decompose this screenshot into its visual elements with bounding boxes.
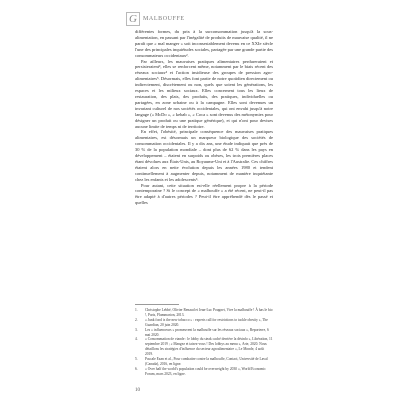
footnote-number: 1. [135,308,138,312]
paragraph: différentes formes, du prix à la surconsommation jusqu'à la sous-alimentation, en passant par l'inégalité de produits de mauvaise qualité, il ne paraît que « mal manger » soit inconsestablement devenu en ce XXIe siècle l'une des principales inquiétudes sociales, partagée par une grande partie des consommateurs occidentaux². [135,29,273,58]
footnote [135,318,273,328]
footnote [135,357,273,367]
footnote [135,367,273,377]
footnote [135,337,273,357]
footnote [135,328,273,338]
footnotes [135,308,273,377]
footnote-number: 5. [135,357,138,362]
publisher-logo: G [126,12,140,26]
body-text [135,29,273,206]
paragraph: En effet, l'obésité, principale conséquence des mauvaises pratiques alimentaires, est désormais un marqueur biologique des sociétés de consommation occidentales. Il y a dix ans, une étude indiquait que près de 30 % de la population mondiale – dont plus de 62 % dans les pays en développement – étaient en surpoids ou obèses, les trois premières places étant dévolues aux États-Unis, au Royaume-Uni et à l'Australie. Ces chiffres étaient alors en nette évolution depuis les années 1980 et tendent continuellement à augmenter depuis, notamment de manière inquiétante chez les enfants et les adolescents⁶. [135,129,273,182]
footnote-number: 2. [135,317,138,322]
footnote-text: Les « influenceurs » promeuvent la malbouffe sur les réseaux sociaux », Reporterre, 6 mai 2020. [145,327,269,337]
paragraph: Par ailleurs, les mauvaises pratiques alimentaires perdureraient et persisteraient³, elles se renforcent même, notamment par le biais récent des réseaux sociaux⁴ et l'action insidieuse des groupes de pression agro-alimentaires⁵. Désormais, elles font partie de notre quotidien directement ou indirectement, discrètement ou non, quels que soient les générations, les espaces et les milieux sociaux. Elles concernent tous les lieux de restauration, des plats, des produits, des pratiques, individuelles ou partagées, en zone urbaine ou à la campagne. Elles sont devenues un invariant culturel de nos sociétés occidentales, qui ont envahi jusqu'à notre langage (« McDo », « kebab », « Coca » sont devenus des métonymies pour désigner un produit ou une pratique générique), et qui n'ont pour devises aucune limite de temps ni de territoire. [135,58,273,129]
footnote [135,308,273,318]
footnote-number: 3. [135,327,138,332]
footnote-divider [135,304,179,305]
paragraph: Pour autant, cette situation est-elle réellement propre à la période contemporaine ? Si le concept de « malbouffe » a été récent, ne peut-il pas être adapté à d'autres périodes ? Peut-il être appréhendé dès le passé et quelles [135,182,273,206]
footnote-text: « Junk food is the new tobacco » : experts call for restrictions to tackle obesity », The Guardian, 20 juin 2020. [145,317,268,327]
page-header [126,12,185,26]
running-head: MALBOUFFE [142,16,185,22]
footnote-text: Christophe Lebbé, Olivier Renaud et Jean-Luc Pougnet, Vive la malbouffe ! À bas le bio !, Paris, Flammarion, 2013. [145,308,273,317]
footnote-number: 4. [135,337,138,342]
footnote-text: Pascale Ezan et al., Pour combattre contre la malbouffe, Contact, Université de Laval (Canada), 2016, en ligne. [145,357,268,366]
footnote-text: « Over half the world's population could be overweight by 2030 », World Economic Forum, mars 2023, en ligne. [145,366,266,376]
footnote-text: « Consommation de viande : le lobby du steak caché derrière la désinfo », Libération, 11 septembre 2019 ; « Mangez et taisez-vous ! Des lobbys au menu », Arte, 2020. Nous détaillons les stratégies d'influence du secteur agroalimentaire », Le Monde, 4 août 2019. [145,337,273,357]
page-number: 10 [135,388,140,393]
footnote-number: 6. [135,366,138,371]
